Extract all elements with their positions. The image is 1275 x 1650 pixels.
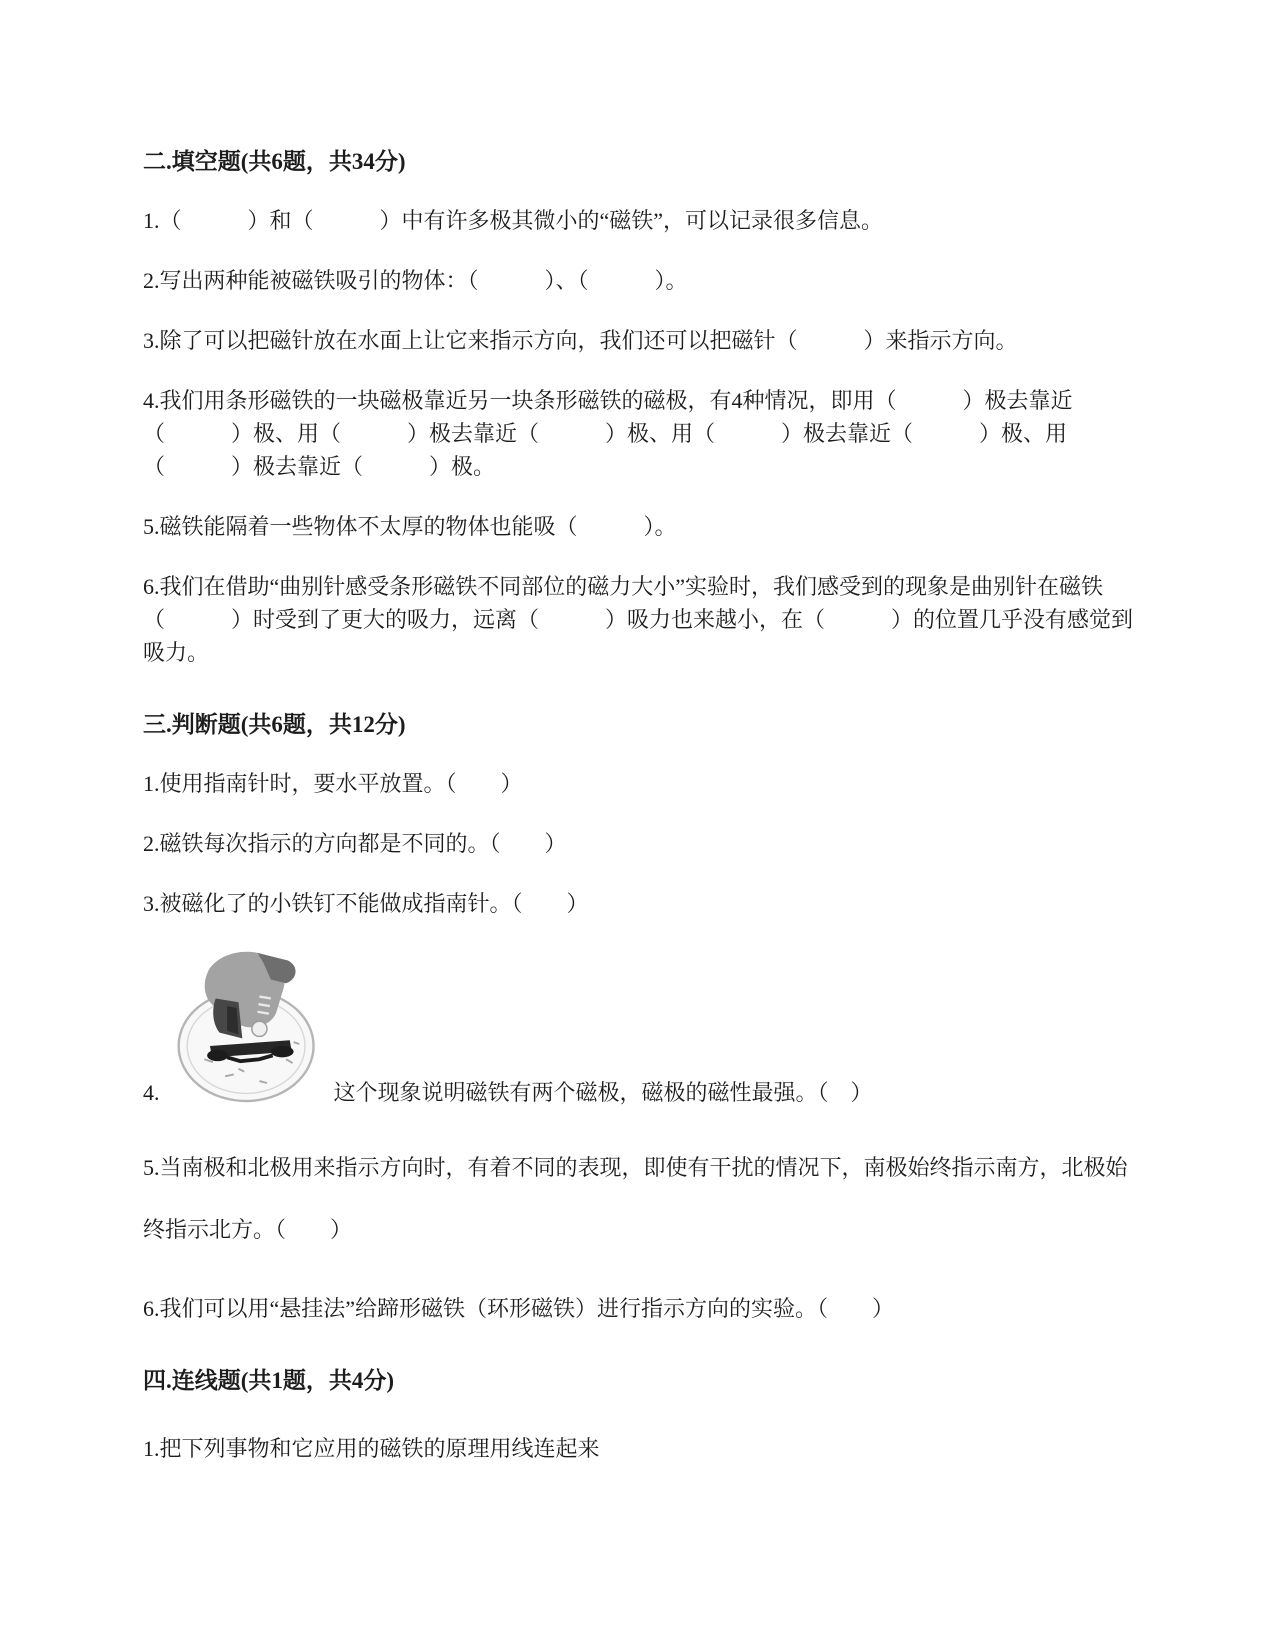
hand-magnet-dish-svg: [172, 947, 324, 1105]
fill-question-6: 6.我们在借助“曲别针感受条形磁铁不同部位的磁力大小”实验时，我们感受到的现象是曲别针在磁铁（ ）时受到了更大的吸力，远离（ ）吸力也来越小，在（ ）的位置几乎没有感觉到吸力。: [143, 573, 1134, 665]
judge-question-4: [143, 947, 1139, 1109]
section-fill-title: 二.填空题(共6题，共34分): [143, 149, 406, 174]
judge-question-6: 6.我们可以用“悬挂法”给蹄形磁铁（环形磁铁）进行指示方向的实验。（ ）: [143, 1295, 895, 1321]
judge-question-4-text: 这个现象说明磁铁有两个磁极，磁极的磁性最强。（ ）: [333, 1079, 873, 1105]
judge-question-4-number: 4.: [143, 1079, 160, 1105]
hand-magnet-dish-illustration: [172, 947, 324, 1105]
fill-question-1: 1.（ ）和（ ）中有许多极其微小的“磁铁”，可以记录很多信息。: [143, 207, 884, 233]
judge-question-1: 1.使用指南针时，要水平放置。（ ）: [143, 770, 523, 796]
judge-question-2: 2.磁铁每次指示的方向都是不同的。（ ）: [143, 830, 567, 856]
section-matching: [143, 1367, 1139, 1465]
section-fill-in-blank: [143, 148, 1139, 669]
judge-question-3: 3.被磁化了的小铁钉不能做成指南针。（ ）: [143, 890, 589, 916]
judge-question-5: 5.当南极和北极用来指示方向时，有着不同的表现，即使有干扰的情况下，南极始终指示南方，北极始终指示北方。（ ）: [143, 1154, 1128, 1243]
section-true-false: [143, 711, 1139, 1325]
fill-question-4: 4.我们用条形磁铁的一块磁极靠近另一块条形磁铁的磁极，有4种情况，即用（ ）极去靠近（ ）极、用（ ）极去靠近（ ）极、用（ ）极去靠近（ ）极、用（ ）极去靠近（ ）极。: [143, 387, 1073, 479]
fill-question-2: 2.写出两种能被磁铁吸引的物体：（ ）、（ ）。: [143, 267, 688, 293]
fill-question-3: 3.除了可以把磁针放在水面上让它来指示方向，我们还可以把磁针（ ）来指示方向。: [143, 327, 1018, 353]
match-question-1: 1.把下列事物和它应用的磁铁的原理用线连起来: [143, 1435, 600, 1461]
fill-question-5: 5.磁铁能隔着一些物体不太厚的物体也能吸（ ）。: [143, 513, 677, 539]
section-judge-title: 三.判断题(共6题，共12分): [143, 711, 406, 737]
section-match-title: 四.连线题(共1题，共4分): [143, 1367, 395, 1393]
